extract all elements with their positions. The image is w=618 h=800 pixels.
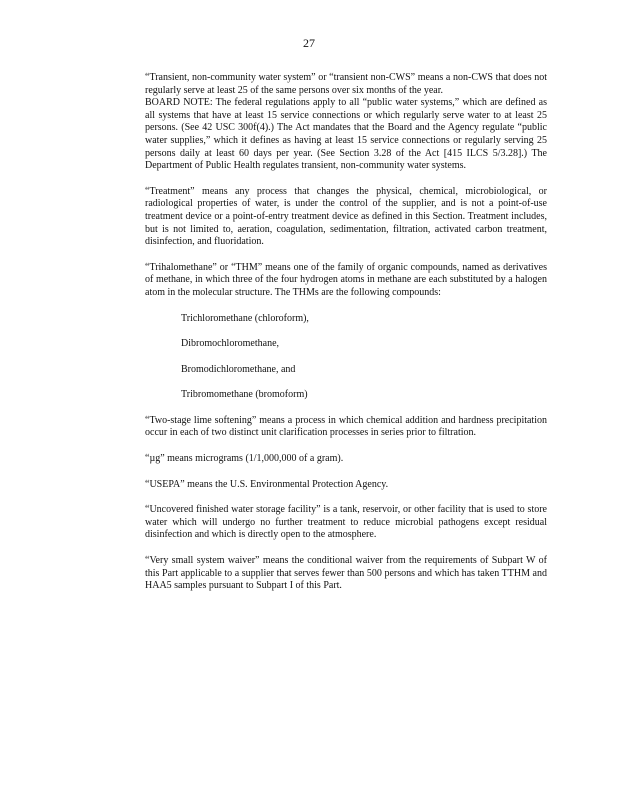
definition-trihalomethane: “Trihalomethane” or “THM” means one of the family of organic compounds, named as derivatives of methane, in which three of the four hydrogen atoms in methane are each substituted by a halogen atom in the molecular structure. The THMs are the following compounds: bbox=[145, 261, 547, 298]
document-body bbox=[145, 72, 547, 606]
definition-treatment: “Treatment” means any process that changes the physical, chemical, microbiological, or radiological properties of water, is under the control of the supplier, and is not a point-of-use treatment device or a point-of-entry treatment device as defined in this Section. Treatment includes, but is not limited to, aeration, coagulation, sedimentation, filtration, activated carbon treatment, disinfection, and fluoridation. bbox=[145, 185, 547, 248]
definition-two-stage-lime-softening: “Two-stage lime softening” means a process in which chemical addition and hardness precipitation occur in each of two distinct unit clarification processes in series prior to filtration. bbox=[145, 414, 547, 439]
definition-transient-non-cws: “Transient, non-community water system” or “transient non-CWS” means a non-CWS that does not regularly serve at least 25 of the same persons over six months of the year. bbox=[145, 72, 547, 96]
board-note: BOARD NOTE: The federal regulations apply to all “public water systems,” which are defined as all systems that have at least 15 service connections or which regularly serve water to at least 25 persons. (See 42 USC 300f(4).) The Act mandates that the Board and the Agency regulate “public water supplies,” which it defines as having at least 15 service connections or regularly serving 25 persons daily at least 60 days per year. (See Section 3.28 of the Act [415 ILCS 5/3.28].) The Department of Public Health regulates transient, non-community water systems. bbox=[145, 97, 547, 172]
definition-very-small-system-waiver: “Very small system waiver” means the conditional waiver from the requirements of Subpart W of this Part applicable to a supplier that serves fewer than 500 persons and which has taken TTHM and HAA5 samples pursuant to Subpart I of this Part. bbox=[145, 555, 547, 592]
compound-item: Trichloromethane (chloroform), bbox=[181, 312, 309, 324]
page-number: 27 bbox=[303, 36, 315, 50]
compound-item: Dibromochloromethane, bbox=[181, 338, 280, 350]
definition-micrograms: “µg” means micrograms (1/1,000,000 of a gram). bbox=[145, 453, 344, 465]
definition-uncovered-storage-facility: “Uncovered finished water storage facility” is a tank, reservoir, or other facility that is used to store water which will undergo no further treatment to reduce microbial pathogens except residual disinfection and which is directly open to the atmosphere. bbox=[145, 504, 547, 541]
compound-item: Bromodichloromethane, and bbox=[181, 363, 296, 375]
compound-item: Tribromomethane (bromoform) bbox=[181, 389, 308, 401]
definition-usepa: “USEPA” means the U.S. Environmental Protection Agency. bbox=[145, 478, 389, 490]
